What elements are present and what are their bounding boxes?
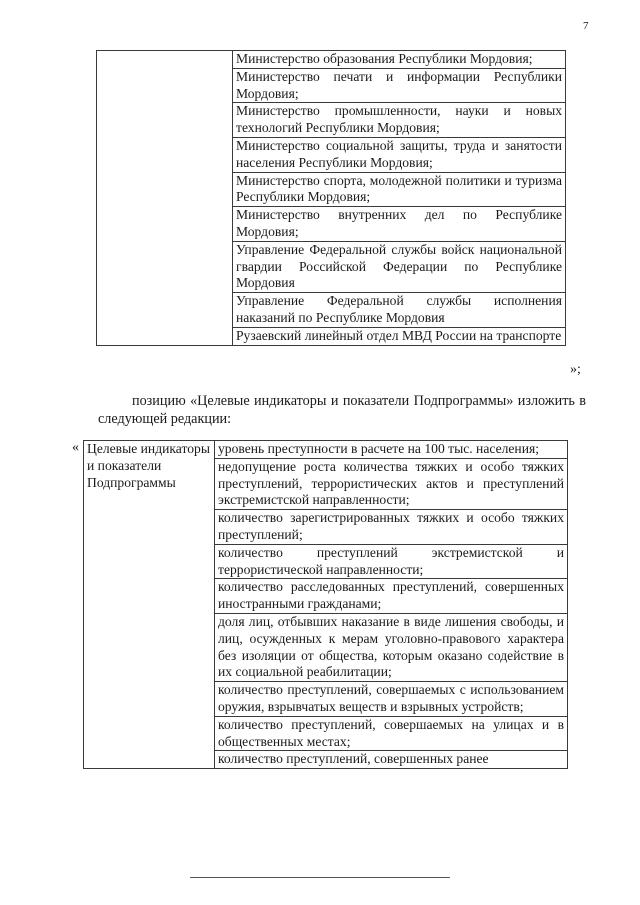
agencies-table [96,50,566,346]
agency-row: Управление Федеральной службы исполнения наказаний по Республике Мордовия [233,293,566,328]
indicator-row: количество преступлений экстремистской и террористической направленности; [215,544,568,579]
table1-left-cell [97,51,233,346]
indicator-row: количество расследованных преступлений, совершенных иностранными гражданами; [215,579,568,614]
bottom-separator-line [190,877,450,878]
agency-row: Управление Федеральной службы войск национальной гвардии Российской Федерации по Республике Мордовия [233,241,566,292]
indicator-row: количество преступлений, совершаемых с использованием оружия, взрывчатых веществ и взрывных устройств; [215,682,568,717]
instruction-paragraph: позицию «Целевые индикаторы и показатели Подпрограммы» изложить в следующей редакции: [98,393,586,427]
page-number: 7 [583,20,589,32]
agency-row: Министерство спорта, молодежной политики и туризма Республики Мордовия; [233,172,566,207]
indicator-row: уровень преступности в расчете на 100 тыс. населения; [215,441,568,459]
agency-row: Министерство образования Республики Мордовия; [233,51,566,69]
agency-row: Министерство промышленности, науки и новых технологий Республики Мордовия; [233,103,566,138]
indicator-row: количество зарегистрированных тяжких и особо тяжких преступлений; [215,510,568,545]
indicator-row: недопущение роста количества тяжких и особо тяжких преступлений, террористических актов и преступлений экстремистской направленности; [215,458,568,509]
agency-row: Министерство печати и информации Республики Мордовия; [233,68,566,103]
agency-row: Рузаевский линейный отдел МВД России на транспорте [233,327,566,345]
indicator-row: доля лиц, отбывших наказание в виде лишения свободы, и лиц, осужденных к мерам уголовно-правового характера без изоляции от общества, которым оказано содействие в их социальной реабилитации; [215,613,568,681]
agency-row: Министерство внутренних дел по Республике Мордовия; [233,207,566,242]
agency-row: Министерство социальной защиты, труда и занятости населения Республики Мордовия; [233,137,566,172]
indicator-row: количество преступлений, совершаемых на улицах и в общественных местах; [215,716,568,751]
indicator-row: количество преступлений, совершенных ранее [215,751,568,769]
indicators-table [83,440,568,769]
closing-quote: »; [570,362,581,377]
opening-quote: « [72,440,79,455]
table2-left-cell: Целевые индикаторы и показатели Подпрограммы [84,441,215,769]
